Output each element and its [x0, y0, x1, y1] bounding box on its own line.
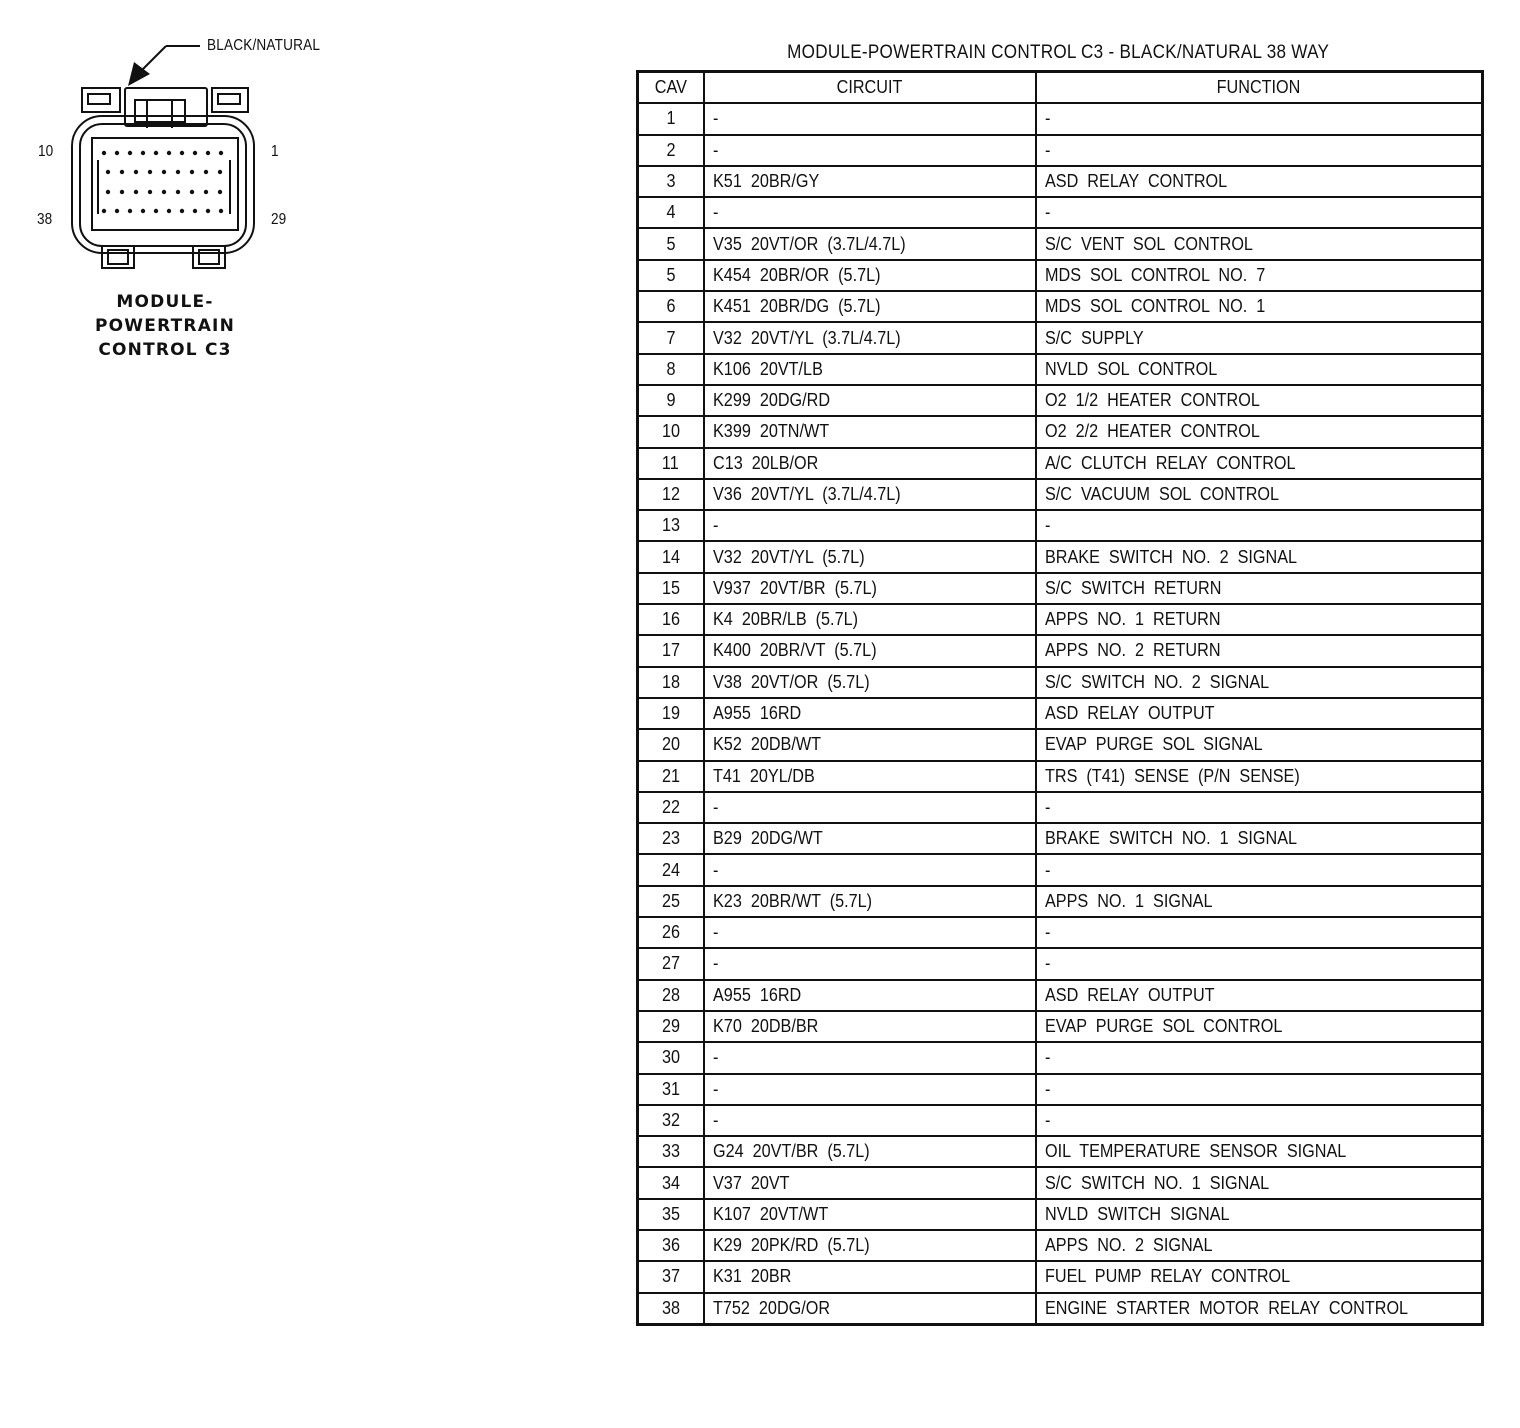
cell-circuit: T41 20YL/DB [704, 761, 1036, 792]
cell-function: - [1036, 103, 1483, 134]
table-row [638, 729, 1483, 760]
header-row [638, 72, 1483, 104]
cell-cav: 26 [638, 917, 704, 948]
table-row [638, 228, 1483, 259]
cell-circuit: V937 20VT/BR (5.7L) [704, 573, 1036, 604]
cell-cav: 18 [638, 667, 704, 698]
table-row [638, 354, 1483, 385]
table-row [638, 854, 1483, 885]
table-row [638, 1293, 1483, 1325]
table-row [638, 510, 1483, 541]
cell-function: OIL TEMPERATURE SENSOR SIGNAL [1036, 1136, 1483, 1167]
cell-cav: 7 [638, 322, 704, 353]
cell-circuit: - [704, 510, 1036, 541]
cell-function: FUEL PUMP RELAY CONTROL [1036, 1261, 1483, 1292]
cell-cav: 37 [638, 1261, 704, 1292]
cell-function: ENGINE STARTER MOTOR RELAY CONTROL [1036, 1293, 1483, 1325]
table-row [638, 980, 1483, 1011]
cell-function: O2 2/2 HEATER CONTROL [1036, 416, 1483, 447]
table-row [638, 541, 1483, 572]
table-row [638, 573, 1483, 604]
table-row [638, 761, 1483, 792]
cell-cav: 12 [638, 479, 704, 510]
header-cav: CAV [638, 72, 704, 104]
cell-cav: 35 [638, 1199, 704, 1230]
cell-cav: 30 [638, 1042, 704, 1073]
cell-circuit: K31 20BR [704, 1261, 1036, 1292]
cell-cav: 29 [638, 1011, 704, 1042]
cell-function: BRAKE SWITCH NO. 2 SIGNAL [1036, 541, 1483, 572]
cell-circuit: V32 20VT/YL (3.7L/4.7L) [704, 322, 1036, 353]
cell-cav: 2 [638, 135, 704, 166]
cell-circuit: B29 20DG/WT [704, 823, 1036, 854]
cell-function: APPS NO. 2 RETURN [1036, 635, 1483, 666]
cell-circuit: K400 20BR/VT (5.7L) [704, 635, 1036, 666]
table-row [638, 886, 1483, 917]
cell-cav: 3 [638, 166, 704, 197]
cell-function: - [1036, 854, 1483, 885]
cell-circuit: K454 20BR/OR (5.7L) [704, 260, 1036, 291]
cell-circuit: - [704, 1074, 1036, 1105]
cell-function: TRS (T41) SENSE (P/N SENSE) [1036, 761, 1483, 792]
cell-circuit: - [704, 1105, 1036, 1136]
cell-cav: 13 [638, 510, 704, 541]
table-row [638, 1011, 1483, 1042]
leader-line [140, 46, 166, 72]
cell-function: - [1036, 917, 1483, 948]
cell-function: BRAKE SWITCH NO. 1 SIGNAL [1036, 823, 1483, 854]
cell-function: O2 1/2 HEATER CONTROL [1036, 385, 1483, 416]
header-circuit: CIRCUIT [704, 72, 1036, 104]
cell-cav: 20 [638, 729, 704, 760]
cell-circuit: - [704, 1042, 1036, 1073]
table-row [638, 1230, 1483, 1261]
cell-function: - [1036, 135, 1483, 166]
table-row [638, 1136, 1483, 1167]
cell-function: S/C SWITCH NO. 2 SIGNAL [1036, 667, 1483, 698]
cell-circuit: C13 20LB/OR [704, 448, 1036, 479]
cell-function: MDS SOL CONTROL NO. 7 [1036, 260, 1483, 291]
cell-function: APPS NO. 1 RETURN [1036, 604, 1483, 635]
cell-cav: 15 [638, 573, 704, 604]
table-row [638, 260, 1483, 291]
cell-cav: 11 [638, 448, 704, 479]
table-row [638, 698, 1483, 729]
cell-function: ASD RELAY OUTPUT [1036, 980, 1483, 1011]
cell-circuit: T752 20DG/OR [704, 1293, 1036, 1325]
table-row [638, 667, 1483, 698]
table-row [638, 1199, 1483, 1230]
cell-function: S/C SWITCH NO. 1 SIGNAL [1036, 1167, 1483, 1198]
cell-circuit: A955 16RD [704, 980, 1036, 1011]
cell-cav: 22 [638, 792, 704, 823]
module-title-line: MODULE- [116, 292, 214, 312]
cell-circuit: G24 20VT/BR (5.7L) [704, 1136, 1036, 1167]
table-row [638, 416, 1483, 447]
header-function: FUNCTION [1036, 72, 1483, 104]
cell-function: NVLD SWITCH SIGNAL [1036, 1199, 1483, 1230]
module-title [80, 290, 250, 362]
table-row [638, 792, 1483, 823]
cell-function: ASD RELAY OUTPUT [1036, 698, 1483, 729]
cell-function: - [1036, 197, 1483, 228]
cell-function: ASD RELAY CONTROL [1036, 166, 1483, 197]
cell-circuit: K70 20DB/BR [704, 1011, 1036, 1042]
cell-cav: 4 [638, 197, 704, 228]
cell-function: - [1036, 510, 1483, 541]
cell-circuit: - [704, 917, 1036, 948]
table-row [638, 917, 1483, 948]
cell-circuit: K23 20BR/WT (5.7L) [704, 886, 1036, 917]
cell-cav: 24 [638, 854, 704, 885]
cell-cav: 31 [638, 1074, 704, 1105]
cell-function: S/C VACUUM SOL CONTROL [1036, 479, 1483, 510]
cell-function: EVAP PURGE SOL SIGNAL [1036, 729, 1483, 760]
table-row [638, 823, 1483, 854]
cell-cav: 34 [638, 1167, 704, 1198]
pin-label-38: 38 [37, 211, 53, 228]
cell-cav: 5 [638, 228, 704, 259]
table-row [638, 166, 1483, 197]
table-row [638, 322, 1483, 353]
cell-cav: 17 [638, 635, 704, 666]
module-title-line: CONTROL C3 [98, 340, 232, 360]
connector-color-label: BLACK/NATURAL [207, 37, 321, 54]
cell-cav: 23 [638, 823, 704, 854]
cell-cav: 14 [638, 541, 704, 572]
cell-function: APPS NO. 2 SIGNAL [1036, 1230, 1483, 1261]
cell-function: EVAP PURGE SOL CONTROL [1036, 1011, 1483, 1042]
cell-cav: 36 [638, 1230, 704, 1261]
pinout-table [636, 70, 1484, 1326]
table-row [638, 1261, 1483, 1292]
cell-cav: 16 [638, 604, 704, 635]
table-row [638, 448, 1483, 479]
table-row [638, 385, 1483, 416]
module-title-line: POWERTRAIN [95, 316, 235, 336]
housing-outer [72, 116, 254, 253]
table-row [638, 1167, 1483, 1198]
cell-function: - [1036, 1074, 1483, 1105]
cell-cav: 6 [638, 291, 704, 322]
cell-cav: 9 [638, 385, 704, 416]
cell-cav: 32 [638, 1105, 704, 1136]
cell-cav: 1 [638, 103, 704, 134]
cell-cav: 19 [638, 698, 704, 729]
housing-inner [80, 124, 246, 246]
table-row [638, 635, 1483, 666]
cell-circuit: K4 20BR/LB (5.7L) [704, 604, 1036, 635]
cell-function: APPS NO. 1 SIGNAL [1036, 886, 1483, 917]
cell-function: S/C SUPPLY [1036, 322, 1483, 353]
cell-circuit: V37 20VT [704, 1167, 1036, 1198]
cell-function: - [1036, 792, 1483, 823]
pin-field [92, 138, 238, 230]
latch [125, 88, 207, 126]
cell-circuit: K29 20PK/RD (5.7L) [704, 1230, 1036, 1261]
cell-function: - [1036, 948, 1483, 979]
table-title: MODULE-POWERTRAIN CONTROL C3 - BLACK/NATURAL 38 WAY [786, 42, 1330, 63]
pin-holes [102, 151, 223, 213]
cell-circuit: A955 16RD [704, 698, 1036, 729]
cell-circuit: K51 20BR/GY [704, 166, 1036, 197]
table-row [638, 197, 1483, 228]
cell-cav: 33 [638, 1136, 704, 1167]
cell-circuit: V38 20VT/OR (5.7L) [704, 667, 1036, 698]
cell-circuit: - [704, 103, 1036, 134]
cell-circuit: - [704, 854, 1036, 885]
cell-circuit: V32 20VT/YL (5.7L) [704, 541, 1036, 572]
cell-cav: 8 [638, 354, 704, 385]
cell-cav: 28 [638, 980, 704, 1011]
pin-label-10: 10 [38, 143, 54, 160]
table-row [638, 1042, 1483, 1073]
table-row [638, 1074, 1483, 1105]
cell-circuit: - [704, 792, 1036, 823]
pin-label-29: 29 [271, 211, 287, 228]
cell-circuit: K107 20VT/WT [704, 1199, 1036, 1230]
cell-circuit: K399 20TN/WT [704, 416, 1036, 447]
cell-circuit: - [704, 197, 1036, 228]
cell-circuit: K52 20DB/WT [704, 729, 1036, 760]
pin-label-1: 1 [271, 143, 279, 160]
cell-circuit: - [704, 135, 1036, 166]
cell-cav: 25 [638, 886, 704, 917]
table-row [638, 604, 1483, 635]
cell-circuit: K106 20VT/LB [704, 354, 1036, 385]
cell-circuit: V35 20VT/OR (3.7L/4.7L) [704, 228, 1036, 259]
table-row [638, 135, 1483, 166]
cell-cav: 27 [638, 948, 704, 979]
cell-circuit: V36 20VT/YL (3.7L/4.7L) [704, 479, 1036, 510]
table-row [638, 103, 1483, 134]
cell-function: A/C CLUTCH RELAY CONTROL [1036, 448, 1483, 479]
cell-cav: 5 [638, 260, 704, 291]
cell-cav: 21 [638, 761, 704, 792]
cell-circuit: K299 20DG/RD [704, 385, 1036, 416]
connector-diagram [0, 0, 400, 380]
table-row [638, 948, 1483, 979]
cell-circuit: K451 20BR/DG (5.7L) [704, 291, 1036, 322]
cell-function: S/C VENT SOL CONTROL [1036, 228, 1483, 259]
cell-cav: 38 [638, 1293, 704, 1325]
table-row [638, 1105, 1483, 1136]
cell-function: - [1036, 1042, 1483, 1073]
cell-function: S/C SWITCH RETURN [1036, 573, 1483, 604]
latch-inner [135, 100, 185, 122]
table-row [638, 479, 1483, 510]
cell-function: MDS SOL CONTROL NO. 1 [1036, 291, 1483, 322]
cell-function: - [1036, 1105, 1483, 1136]
cell-circuit: - [704, 948, 1036, 979]
cell-function: NVLD SOL CONTROL [1036, 354, 1483, 385]
table-row [638, 291, 1483, 322]
cell-cav: 10 [638, 416, 704, 447]
